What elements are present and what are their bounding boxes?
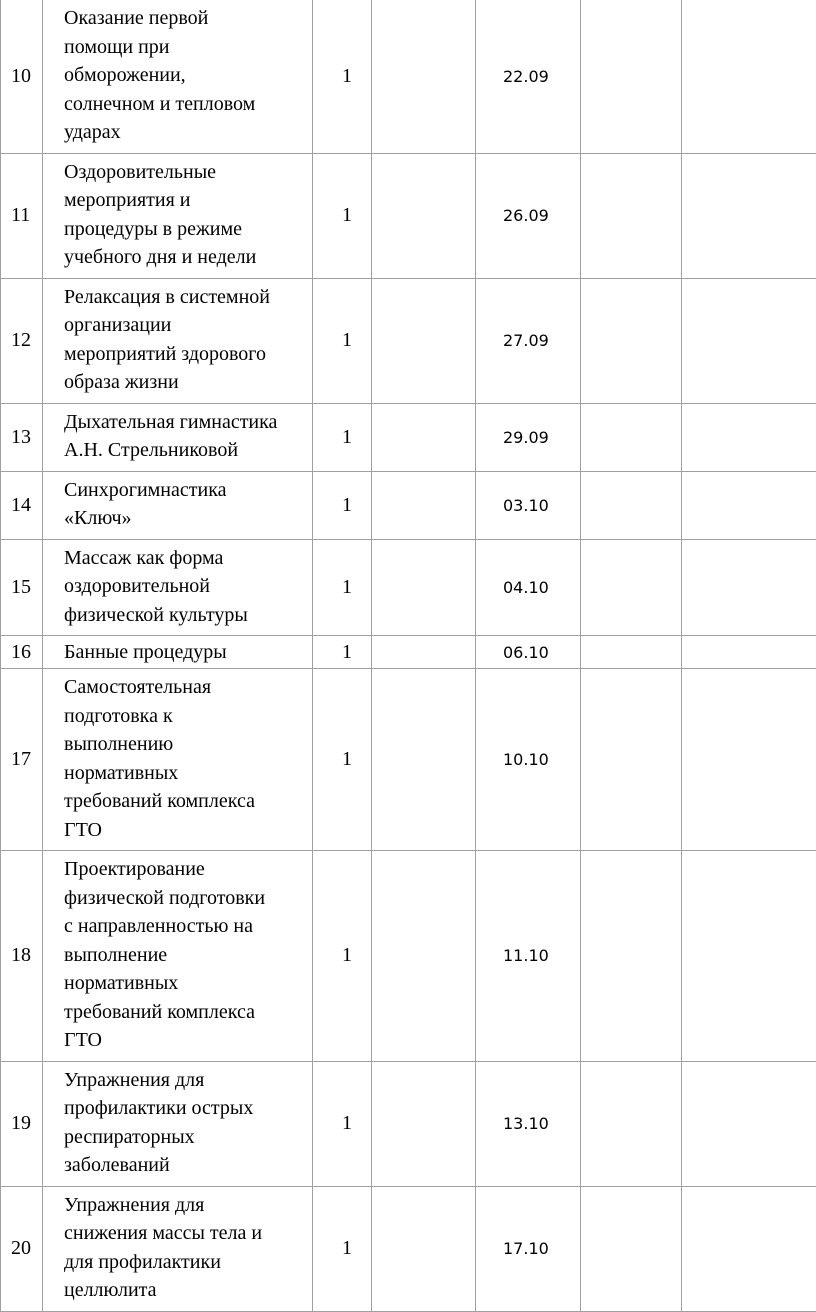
empty-cell: [581, 471, 682, 539]
table-row: [1, 1061, 816, 1186]
lesson-date: 27.09: [476, 278, 581, 403]
empty-cell: [682, 471, 816, 539]
lesson-date: 06.10: [476, 636, 581, 669]
empty-cell: [682, 1061, 816, 1186]
lesson-hours: 1: [313, 1186, 372, 1311]
empty-cell: [581, 669, 682, 851]
empty-cell: [581, 1061, 682, 1186]
empty-cell: [682, 278, 816, 403]
table-row: [1, 851, 816, 1062]
lesson-number: 20: [1, 1186, 43, 1311]
lesson-hours: 1: [313, 403, 372, 471]
empty-cell: [372, 403, 476, 471]
lesson-title: Оздоровительные мероприятия и процедуры в режиме учебного дня и недели: [43, 153, 313, 278]
lesson-date: 03.10: [476, 471, 581, 539]
table-row: [1, 403, 816, 471]
lesson-title: Упражнения для снижения массы тела и для профилактики целлюлита: [43, 1186, 313, 1311]
lesson-hours: 1: [313, 0, 372, 153]
empty-cell: [581, 0, 682, 153]
lesson-hours: 1: [313, 851, 372, 1062]
empty-cell: [581, 153, 682, 278]
lesson-title: Массаж как форма оздоровительной физической культуры: [43, 539, 313, 636]
empty-cell: [682, 539, 816, 636]
lesson-title: Релаксация в системной организации мероприятий здорового образа жизни: [43, 278, 313, 403]
lesson-number: 17: [1, 669, 43, 851]
lesson-number: 14: [1, 471, 43, 539]
lesson-hours: 1: [313, 539, 372, 636]
lesson-hours: 1: [313, 1061, 372, 1186]
empty-cell: [581, 278, 682, 403]
lesson-date: 10.10: [476, 669, 581, 851]
lesson-title: Упражнения для профилактики острых респираторных заболеваний: [43, 1061, 313, 1186]
table-row: [1, 539, 816, 636]
empty-cell: [372, 669, 476, 851]
empty-cell: [372, 1186, 476, 1311]
lesson-date: 29.09: [476, 403, 581, 471]
table-row: [1, 278, 816, 403]
empty-cell: [581, 1186, 682, 1311]
lesson-date: 22.09: [476, 0, 581, 153]
lesson-date: 11.10: [476, 851, 581, 1062]
lesson-number: 11: [1, 153, 43, 278]
empty-cell: [682, 851, 816, 1062]
lesson-number: 13: [1, 403, 43, 471]
empty-cell: [372, 1061, 476, 1186]
empty-cell: [372, 636, 476, 669]
lesson-date: 04.10: [476, 539, 581, 636]
empty-cell: [372, 153, 476, 278]
empty-cell: [682, 636, 816, 669]
empty-cell: [682, 669, 816, 851]
empty-cell: [372, 278, 476, 403]
table-body: [1, 0, 816, 1311]
empty-cell: [682, 403, 816, 471]
lesson-hours: 1: [313, 153, 372, 278]
lesson-hours: 1: [313, 278, 372, 403]
lesson-number: 10: [1, 0, 43, 153]
empty-cell: [581, 403, 682, 471]
lesson-number: 16: [1, 636, 43, 669]
empty-cell: [372, 471, 476, 539]
lesson-title: Дыхательная гимнастика А.Н. Стрельниковой: [43, 403, 313, 471]
lesson-number: 15: [1, 539, 43, 636]
empty-cell: [682, 153, 816, 278]
empty-cell: [581, 636, 682, 669]
lesson-title: Оказание первой помощи при обморожении, солнечном и тепловом ударах: [43, 0, 313, 153]
lesson-number: 12: [1, 278, 43, 403]
lesson-date: 26.09: [476, 153, 581, 278]
empty-cell: [682, 1186, 816, 1311]
lesson-hours: 1: [313, 471, 372, 539]
lesson-number: 19: [1, 1061, 43, 1186]
empty-cell: [581, 539, 682, 636]
empty-cell: [372, 539, 476, 636]
table-row: [1, 471, 816, 539]
table-row: [1, 669, 816, 851]
lesson-hours: 1: [313, 636, 372, 669]
table-row: [1, 1186, 816, 1311]
empty-cell: [372, 0, 476, 153]
table-row: [1, 0, 816, 153]
lesson-date: 13.10: [476, 1061, 581, 1186]
lesson-date: 17.10: [476, 1186, 581, 1311]
lesson-title: Самостоятельная подготовка к выполнению нормативных требований комплекса ГТО: [43, 669, 313, 851]
lesson-title: Проектирование физической подготовки с направленностью на выполнение нормативных требований комплекса ГТО: [43, 851, 313, 1062]
lesson-title: Банные процедуры: [43, 636, 313, 669]
empty-cell: [372, 851, 476, 1062]
lesson-hours: 1: [313, 669, 372, 851]
lesson-title: Синхрогимнастика «Ключ»: [43, 471, 313, 539]
table-row: [1, 636, 816, 669]
table-row: [1, 153, 816, 278]
lesson-number: 18: [1, 851, 43, 1062]
empty-cell: [581, 851, 682, 1062]
empty-cell: [682, 0, 816, 153]
